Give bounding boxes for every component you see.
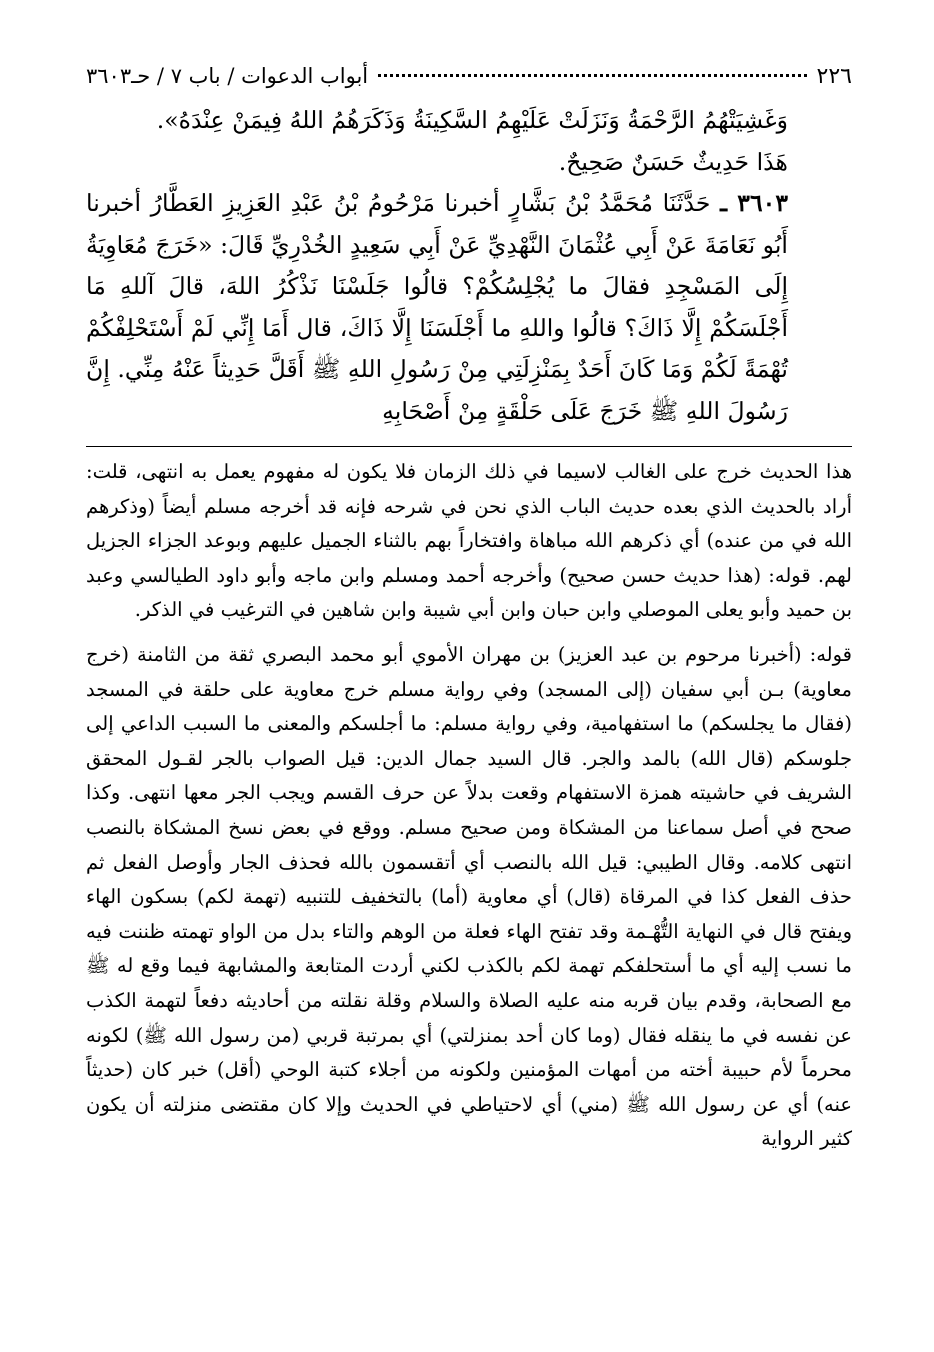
commentary-paragraph-1: هذا الحديث خرج على الغالب لاسيما في ذلك الزمان فلا يكون له مفهوم يعمل به انتهى، قلت: أراد بالحديث الذي بعده حديث الباب الذي نحن في شرحه فإنه قد أخرجه مسلم أيضاً (وذكرهم الله في من عنده) أي ذكرهم الله مباهاة وافتخاراً بهم بالثناء الجميل عليهم وبوعد الجزاء الجزيل لهم. قوله: (هذا حديث حسن صحيح) وأخرجه أحمد ومسلم وابن ماجه وأبو داود الطيالسي وعبد بن حميد وأبو يعلى الموصلي وابن حبان وابن أبي شيبة وابن شاهين في الترغيب في الذكر. [86,460,852,622]
hadith-main-text [86,100,852,432]
running-header [86,58,852,94]
dotted-leader [378,74,806,77]
commentary-divider [86,446,852,447]
hadith-body: حَدَّثَنَا مُحَمَّدُ بْنُ بَشَّارٍ أخبرنا مَرْحُومُ بْنُ عَبْدِ العَزِيزِ العَطَّارُ أخبرنا أَبُو نَعَامَةَ عَنْ أَبِي عُثْمَانَ النَّهْدِيِّ عَنْ أَبِي سَعِيدٍ الخُدْرِيِّ قَالَ: «خَرَجَ مُعَاوِيَةُ إِلَى المَسْجِدِ فقالَ ما يُجْلِسُكُمْ؟ قالُوا جَلَسْنَا نَذْكُرُ اللهَ، قالَ آللهِ مَا أَجْلَسَكُمْ إِلَّا ذَاكَ؟ قالُوا واللهِ ما أَجْلَسَنَا إِلَّا ذَاكَ، قال أَمَا إِنِّي لَمْ أَسْتَحْلِفْكُمْ تُهْمَةً لَكُمْ وَمَا كَانَ أَحَدٌ بِمَنْزِلَتِي مِنْ رَسُولِ اللهِ ﷺ أَقَلَّ حَدِيثاً عَنْهُ مِنِّي. إِنَّ رَسُولَ اللهِ ﷺ خَرَجَ عَلَى حَلْقَةٍ مِنْ أَصْحَابِهِ [86,189,788,425]
commentary-section [86,455,852,1157]
commentary-paragraph-2: قوله: (أخبرنا مرحوم بن عبد العزيز) بن مهران الأموي أبو محمد البصري ثقة من الثامنة (خرج معاوية) بـن أبي سفيان (إلى المسجد) وفي رواية مسلم خرج معاوية على حلقة في المسجد (فقال ما يجلسكم) ما استفهامية، وفي رواية مسلم: ما أجلسكم والمعنى ما السبب الداعي إلى جلوسكم (قال الله) بالمد والجر. قال السيد جمال الدين: قيل الصواب بالجر لقـول المحقق الشريف في حاشيته همزة الاستفهام وقعت بدلاً عن حرف القسم ويجب الجر معها انتهى. وكذا صحح في أصل سماعنا من المشكاة ومن صحيح مسلم. ووقع في بعض نسخ المشكاة بالنصب انتهى كلامه. وقال الطيبي: قيل الله بالنصب أي أتقسمون بالله فحذف الجار وأوصل الفعل ثم حذف الفعل كذا في المرقاة (قال) أي معاوية (أما) بالتخفيف للتنبيه (تهمة لكم) بسكون الهاء ويفتح قال في النهاية التُّهْـمة وقد تفتح الهاء فعلة من الوهم والتاء بدل من الواو تهمته ظننت فيه ما نسب إليه أي ما أستحلفكم تهمة لكم بالكذب لكني أردت المتابعة والمشابهة فيما وقع له ﷺ مع الصحابة، وقدم بيان قربه منه عليه الصلاة والسلام وقلة نقلته من أحاديثه دفعاً لتهمة الكذب عن نفسه في ما ينقله فقال (وما كان أحد بمنزلتي) أي بمرتبة قربي (من رسول الله ﷺ) لكونه محرماً لأم حبيبة أخته من أمهات المؤمنين ولكونه من أجلاء كتبة الوحي (أقل) خبر كان (حديثاً عنه) أي عن رسول الله ﷺ (مني) أي لاحتياطي في الحديث وإلا كان مقتضى منزلته أن يكون كثير الرواية [86,642,852,1151]
hadith-grade: هَذَا حَدِيثٌ حَسَنٌ صَحِيحٌ. [558,147,788,176]
hadith-previous-ending: وَغَشِيَتْهُمُ الرَّحْمَةُ وَنَزَلَتْ عَلَيْهِمُ السَّكِينَةُ وَذَكَرَهُمُ اللهُ فِيمَنْ عِنْدَهُ». [156,106,788,134]
hadith-number: ٣٦٠٣ ـ [720,189,788,217]
page-number: ٢٢٦ [816,64,852,89]
document-page [86,58,852,1157]
hadith-3603 [86,183,852,432]
running-title: أبواب الدعوات / باب ٧ / حـ٣٦٠٣ [86,64,369,88]
